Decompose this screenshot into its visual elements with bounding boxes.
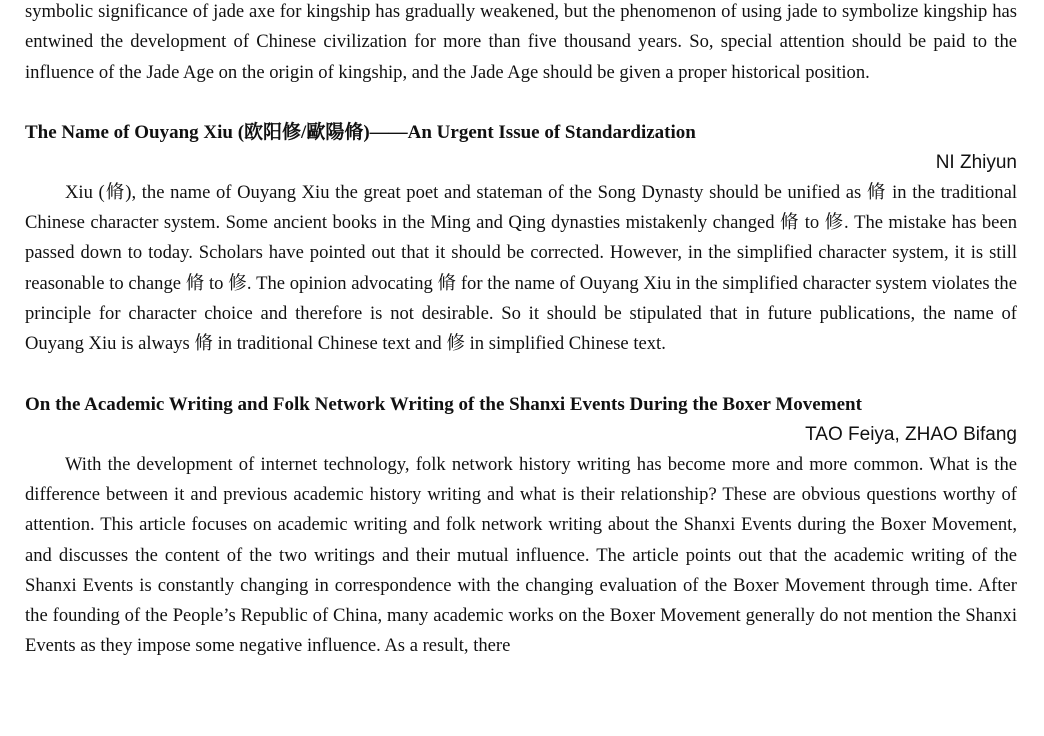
document-page <box>25 0 1017 662</box>
article-abstract: Xiu (脩), the name of Ouyang Xiu the great poet and stateman of the Song Dynasty should be unified as 脩 in the traditional Chinese character system. Some ancient books in the Ming and Qing dynasties mistakenly changed 脩 to 修. The mistake has been passed down to today. Scholars have pointed out that it should be corrected. However, in the simplified character system, it is still reasonable to change 脩 to 修. The opinion advocating 脩 for the name of Ouyang Xiu in the simplified character system violates the principle for character choice and therefore is not desirable. So it should be stipulated that in future publications, the name of Ouyang Xiu is always 脩 in traditional Chinese text and 修 in simplified Chinese text. <box>25 181 1017 355</box>
article-ouyang-xiu <box>25 118 1017 360</box>
article-author: TAO Feiya, ZHAO Bifang <box>805 423 1017 445</box>
article-title: On the Academic Writing and Folk Network Writing of the Shanxi Events During the Boxer Movement <box>25 393 862 415</box>
intro-paragraph: symbolic significance of jade axe for kingship has gradually weakened, but the phenomenon of using jade to symbolize kingship has entwined the development of Chinese civilization for more than five thousand years. So, special attention should be paid to the influence of the Jade Age on the origin of kingship, and the Jade Age should be given a proper historical position. <box>25 1 1017 83</box>
article-abstract: With the development of internet technology, folk network history writing has become more and more common. What is the difference between it and previous academic history writing and what is their relationship? These are obvious questions worthy of attention. This article focuses on academic writing and folk network writing about the Shanxi Events during the Boxer Movement, and discusses the content of the two writings and their mutual influence. The article points out that the academic writing of the Shanxi Events is constantly changing in correspondence with the changing evaluation of the Boxer Movement through time. After the founding of the People’s Republic of China, many academic works on the Boxer Movement generally do not mention the Shanxi Events as they impose some negative influence. As a result, there <box>25 453 1017 657</box>
article-author: NI Zhiyun <box>935 151 1017 173</box>
article-shanxi-events <box>25 390 1017 662</box>
article-title: The Name of Ouyang Xiu (欧阳修/歐陽脩)——An Urgent Issue of Standardization <box>25 121 696 143</box>
